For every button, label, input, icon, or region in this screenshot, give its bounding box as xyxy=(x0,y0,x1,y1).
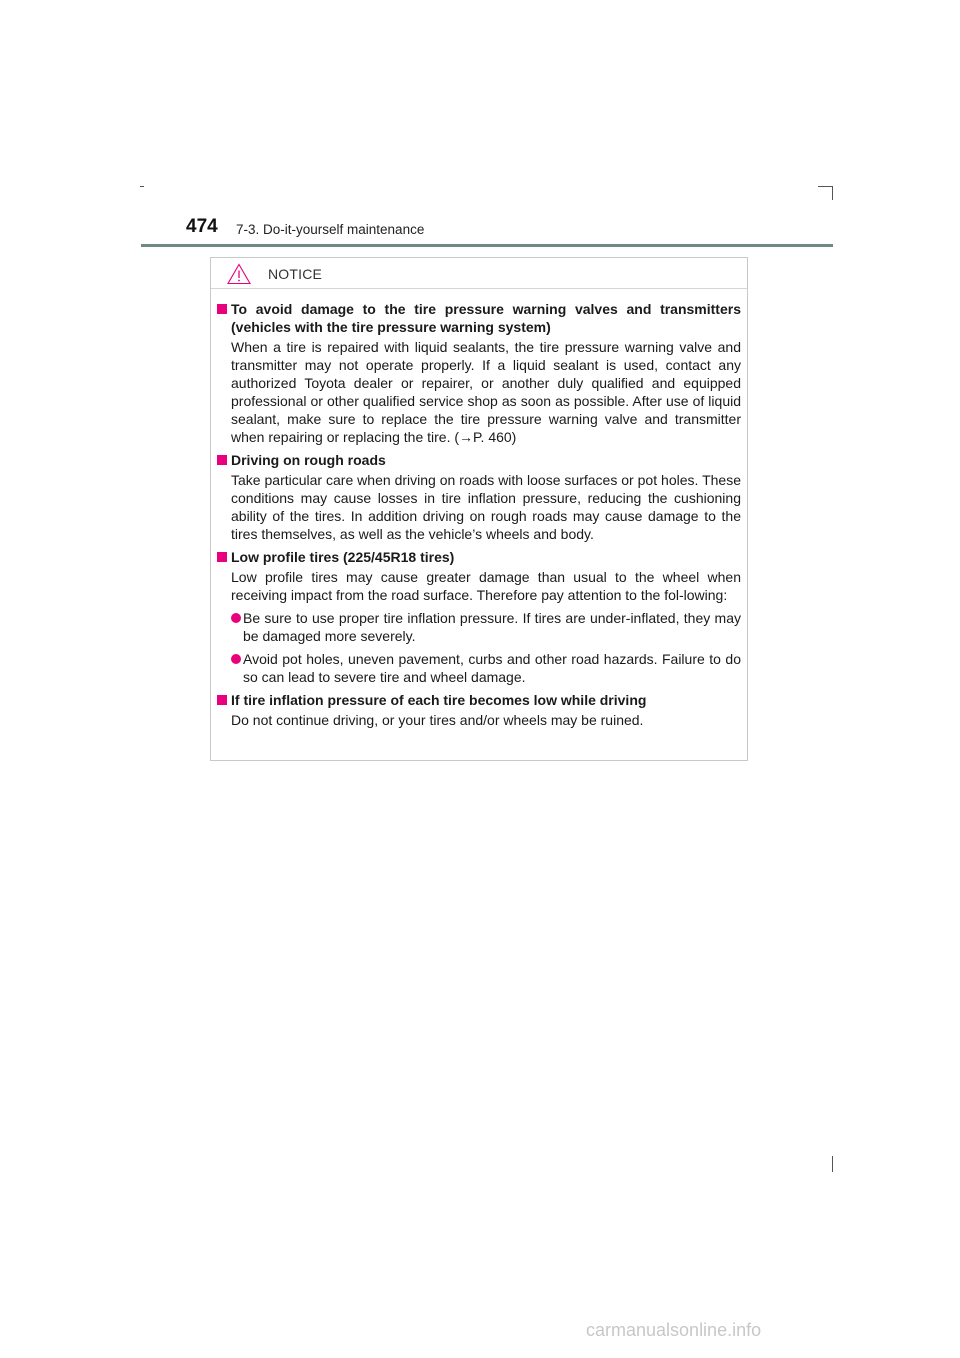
crop-mark-top-right-h xyxy=(818,186,832,187)
header-rule xyxy=(141,244,833,247)
page-header xyxy=(186,218,832,246)
notice-item-rough-roads xyxy=(217,451,741,543)
notice-item-low-pressure xyxy=(217,691,741,729)
crop-mark-top-right-v xyxy=(832,186,833,200)
crop-mark-bottom-right xyxy=(832,1156,833,1172)
warning-triangle-icon xyxy=(227,263,251,285)
list-item xyxy=(231,609,741,645)
item-title: If tire inflation pressure of each tire becomes low while driving xyxy=(231,692,647,708)
notice-box xyxy=(210,257,748,761)
item-title: Low profile tires (225/45R18 tires) xyxy=(231,549,455,565)
square-bullet-icon xyxy=(217,304,227,314)
section-title: 7-3. Do-it-yourself maintenance xyxy=(236,222,425,237)
item-body: Do not continue driving, or your tires and/or wheels may be ruined. xyxy=(231,712,644,728)
crop-mark-top-left xyxy=(140,186,144,187)
square-bullet-icon xyxy=(217,552,227,562)
item-body: Low profile tires may cause greater damage than usual to the wheel when receiving impact from the road surface. Therefore pay attention to the fol-lowing: xyxy=(231,569,741,603)
item-title: Driving on rough roads xyxy=(231,452,386,468)
item-title: To avoid damage to the tire pressure warning valves and transmitters (vehicles with the tire pressure warning system) xyxy=(231,301,741,335)
watermark: carmanualsonline.info xyxy=(586,1320,762,1340)
notice-divider xyxy=(211,288,747,289)
notice-title: NOTICE xyxy=(268,266,323,282)
page-number: 474 xyxy=(186,216,218,237)
round-bullet-icon xyxy=(231,613,241,623)
item-body: Take particular care when driving on roads with loose surfaces or pot holes. These conditions may cause losses in tire inflation pressure, reducing the cushioning ability of the tires. In addition driving on rough roads may cause damage to the tires themselves, as well as the vehicle’s wheels and body. xyxy=(231,472,741,542)
notice-content xyxy=(217,300,741,734)
item-body: When a tire is repaired with liquid sealants, the tire pressure warning valve and transmitter may not operate properly. If a liquid sealant is used, contact any authorized Toyota dealer or repairer, or another duly qualified and equipped professional or other qualified service shop as soon as possible. After use of liquid sealant, make sure to replace the tire pressure warning valve and transmitter when repairing or replacing the tire. (→P. 460) xyxy=(231,339,741,445)
round-bullet-icon xyxy=(231,654,241,664)
square-bullet-icon xyxy=(217,455,227,465)
notice-item-low-profile xyxy=(217,548,741,686)
bullet-text: Avoid pot holes, uneven pavement, curbs and other road hazards. Failure to do so can lead to severe tire and wheel damage. xyxy=(243,651,741,685)
square-bullet-icon xyxy=(217,695,227,705)
notice-item-tpws xyxy=(217,300,741,446)
bullet-text: Be sure to use proper tire inflation pressure. If tires are under-inflated, they may be damaged more severely. xyxy=(243,610,741,644)
notice-header xyxy=(227,263,327,285)
list-item xyxy=(231,650,741,686)
